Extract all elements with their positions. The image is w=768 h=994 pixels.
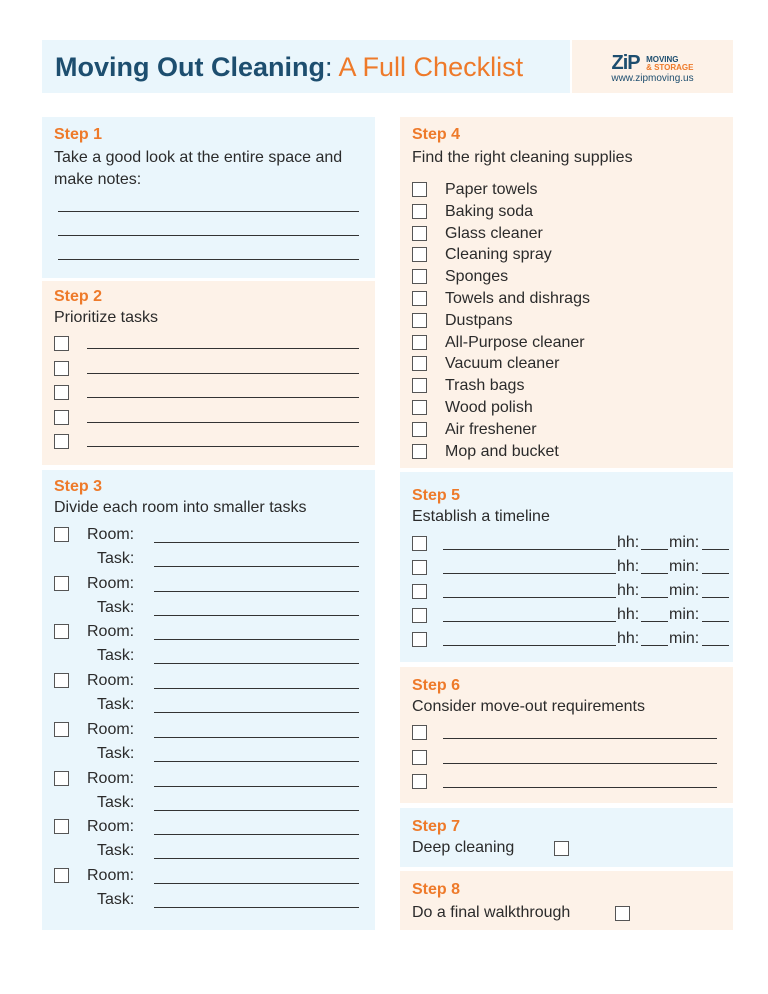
step-label: Step 6: [412, 677, 461, 694]
task-line[interactable]: [154, 810, 359, 811]
logo-moving: MOVING: [646, 55, 679, 64]
room-label: Room:: [87, 623, 135, 641]
requirement-checkbox[interactable]: [412, 725, 427, 740]
step4-panel: [400, 117, 733, 468]
step-label: Step 1: [54, 126, 103, 143]
deep-cleaning-checkbox[interactable]: [554, 841, 569, 856]
step7-panel: [400, 808, 733, 867]
hh-label: hh:: [617, 582, 640, 599]
priority-line[interactable]: [87, 422, 359, 423]
supply-label: Trash bags: [445, 377, 525, 395]
priority-checkbox[interactable]: [54, 361, 69, 376]
room-line[interactable]: [154, 786, 359, 787]
step-label: Step 4: [412, 126, 461, 143]
step6-panel: [400, 667, 733, 803]
step-desc: Establish a timeline: [412, 508, 550, 525]
hh-label: hh:: [617, 534, 640, 551]
supply-label: Baking soda: [445, 202, 534, 220]
step-desc: Consider move-out requirements: [412, 698, 645, 715]
priority-line[interactable]: [87, 348, 359, 349]
task-line[interactable]: [154, 712, 359, 713]
priority-line[interactable]: [87, 373, 359, 374]
step-desc: Take a good look at the entire space and make notes:: [54, 149, 343, 188]
step-desc: Find the right cleaning supplies: [412, 149, 633, 166]
room-line[interactable]: [154, 542, 359, 543]
task-label: Task:: [97, 550, 135, 567]
hh-label: hh:: [617, 606, 640, 623]
hh-line[interactable]: [641, 597, 668, 598]
room-line[interactable]: [154, 883, 359, 884]
supply-checkbox[interactable]: [412, 204, 427, 219]
supply-checkbox[interactable]: [412, 378, 427, 393]
requirement-line[interactable]: [443, 738, 717, 739]
room-label: Room:: [87, 769, 135, 787]
logo-sub: [646, 56, 693, 72]
title-bold: Moving Out Cleaning: [55, 52, 325, 82]
priority-checkbox[interactable]: [54, 336, 69, 351]
step-desc: Deep cleaning: [412, 839, 515, 856]
priority-checkbox[interactable]: [54, 434, 69, 449]
room-line[interactable]: [154, 834, 359, 835]
supply-checkbox[interactable]: [412, 400, 427, 415]
requirement-line[interactable]: [443, 763, 717, 764]
logo-url: www.zipmoving.us: [611, 73, 694, 84]
task-line[interactable]: [154, 907, 359, 908]
min-label: min:: [669, 630, 700, 647]
hh-label: hh:: [617, 630, 640, 647]
supply-checkbox[interactable]: [412, 313, 427, 328]
min-label: min:: [669, 534, 700, 551]
step2-panel: [42, 281, 375, 465]
hh-line[interactable]: [641, 573, 668, 574]
step-label: Step 5: [412, 487, 461, 504]
timeline-task-line[interactable]: [443, 621, 616, 622]
step1-panel: [42, 117, 375, 278]
timeline-checkbox[interactable]: [412, 560, 427, 575]
logo-mark: ZiP: [611, 52, 640, 74]
min-label: min:: [669, 606, 700, 623]
timeline-task-line[interactable]: [443, 549, 616, 550]
priority-line[interactable]: [87, 446, 359, 447]
min-line[interactable]: [702, 645, 729, 646]
hh-label: hh:: [617, 558, 640, 575]
timeline-checkbox[interactable]: [412, 584, 427, 599]
room-line[interactable]: [154, 688, 359, 689]
task-label: Task:: [97, 890, 135, 908]
page-title: [42, 40, 570, 93]
task-line[interactable]: [154, 761, 359, 762]
room-label: Room:: [87, 818, 135, 836]
note-line[interactable]: [58, 235, 359, 236]
room-line[interactable]: [154, 737, 359, 738]
room-checkbox[interactable]: [54, 868, 69, 883]
requirement-checkbox[interactable]: [412, 750, 427, 765]
timeline-checkbox[interactable]: [412, 536, 427, 551]
task-label: Task:: [97, 793, 135, 811]
room-checkbox[interactable]: [54, 576, 69, 591]
step-desc: Divide each room into smaller tasks: [54, 499, 307, 516]
supply-label: Wood polish: [445, 399, 533, 416]
supply-label: Vacuum cleaner: [445, 355, 560, 373]
room-line[interactable]: [154, 591, 359, 592]
hh-line[interactable]: [641, 549, 668, 550]
supply-label: Paper towels: [445, 181, 538, 198]
priority-checkbox[interactable]: [54, 385, 69, 400]
room-checkbox[interactable]: [54, 771, 69, 786]
min-label: min:: [669, 582, 700, 599]
supply-checkbox[interactable]: [412, 444, 427, 459]
step-label: Step 3: [54, 478, 103, 495]
supply-label: All-Purpose cleaner: [445, 333, 585, 351]
supply-label: Air freshener: [445, 420, 537, 438]
task-line[interactable]: [154, 615, 359, 616]
task-line[interactable]: [154, 663, 359, 664]
supply-label: Cleaning spray: [445, 246, 552, 264]
logo: [572, 40, 733, 93]
task-label: Task:: [97, 647, 135, 665]
room-label: Room:: [87, 574, 135, 592]
final-walkthrough-checkbox[interactable]: [615, 906, 630, 921]
requirement-line[interactable]: [443, 787, 717, 788]
supply-checkbox[interactable]: [412, 269, 427, 284]
priority-line[interactable]: [87, 397, 359, 398]
supply-checkbox[interactable]: [412, 422, 427, 437]
title-colon: :: [325, 52, 333, 82]
room-label: Room:: [87, 672, 135, 690]
supply-label: Glass cleaner: [445, 224, 543, 242]
timeline-checkbox[interactable]: [412, 608, 427, 623]
timeline-task-line[interactable]: [443, 597, 616, 598]
min-line[interactable]: [702, 621, 729, 622]
task-label: Task:: [97, 598, 135, 616]
supply-label: Towels and dishrags: [445, 290, 590, 307]
task-label: Task:: [97, 696, 135, 714]
supply-checkbox[interactable]: [412, 247, 427, 262]
requirement-checkbox[interactable]: [412, 774, 427, 789]
min-line[interactable]: [702, 549, 729, 550]
room-label: Room:: [87, 866, 135, 884]
step-label: Step 7: [412, 818, 461, 835]
task-line[interactable]: [154, 566, 359, 567]
min-line[interactable]: [702, 597, 729, 598]
room-checkbox[interactable]: [54, 624, 69, 639]
min-label: min:: [669, 558, 700, 575]
room-checkbox[interactable]: [54, 722, 69, 737]
task-label: Task:: [97, 744, 135, 762]
step-desc: Prioritize tasks: [54, 309, 159, 326]
step-desc: Do a final walkthrough: [412, 904, 571, 921]
room-line[interactable]: [154, 639, 359, 640]
supply-checkbox[interactable]: [412, 291, 427, 306]
step3-panel: [42, 470, 375, 930]
supply-checkbox[interactable]: [412, 226, 427, 241]
room-label: Room:: [87, 526, 135, 543]
timeline-checkbox[interactable]: [412, 632, 427, 647]
task-label: Task:: [97, 842, 135, 860]
priority-checkbox[interactable]: [54, 410, 69, 425]
timeline-task-line[interactable]: [443, 573, 616, 574]
supply-checkbox[interactable]: [412, 356, 427, 371]
hh-line[interactable]: [641, 621, 668, 622]
note-line[interactable]: [58, 211, 359, 212]
room-checkbox[interactable]: [54, 673, 69, 688]
step-label: Step 2: [54, 288, 103, 305]
supply-label: Sponges: [445, 268, 509, 286]
supply-checkbox[interactable]: [412, 335, 427, 350]
supply-label: Mop and bucket: [445, 442, 559, 460]
min-line[interactable]: [702, 573, 729, 574]
step5-panel: [400, 472, 733, 662]
step-label: Step 8: [412, 881, 461, 898]
room-checkbox[interactable]: [54, 527, 69, 542]
note-line[interactable]: [58, 259, 359, 260]
title-rest: A Full Checklist: [332, 52, 524, 82]
room-checkbox[interactable]: [54, 819, 69, 834]
timeline-task-line[interactable]: [443, 645, 616, 646]
room-label: Room:: [87, 720, 135, 738]
logo-storage: & STORAGE: [646, 63, 694, 72]
supply-checkbox[interactable]: [412, 182, 427, 197]
hh-line[interactable]: [641, 645, 668, 646]
step8-panel: [400, 871, 733, 930]
supply-label: Dustpans: [445, 311, 513, 329]
task-line[interactable]: [154, 858, 359, 859]
